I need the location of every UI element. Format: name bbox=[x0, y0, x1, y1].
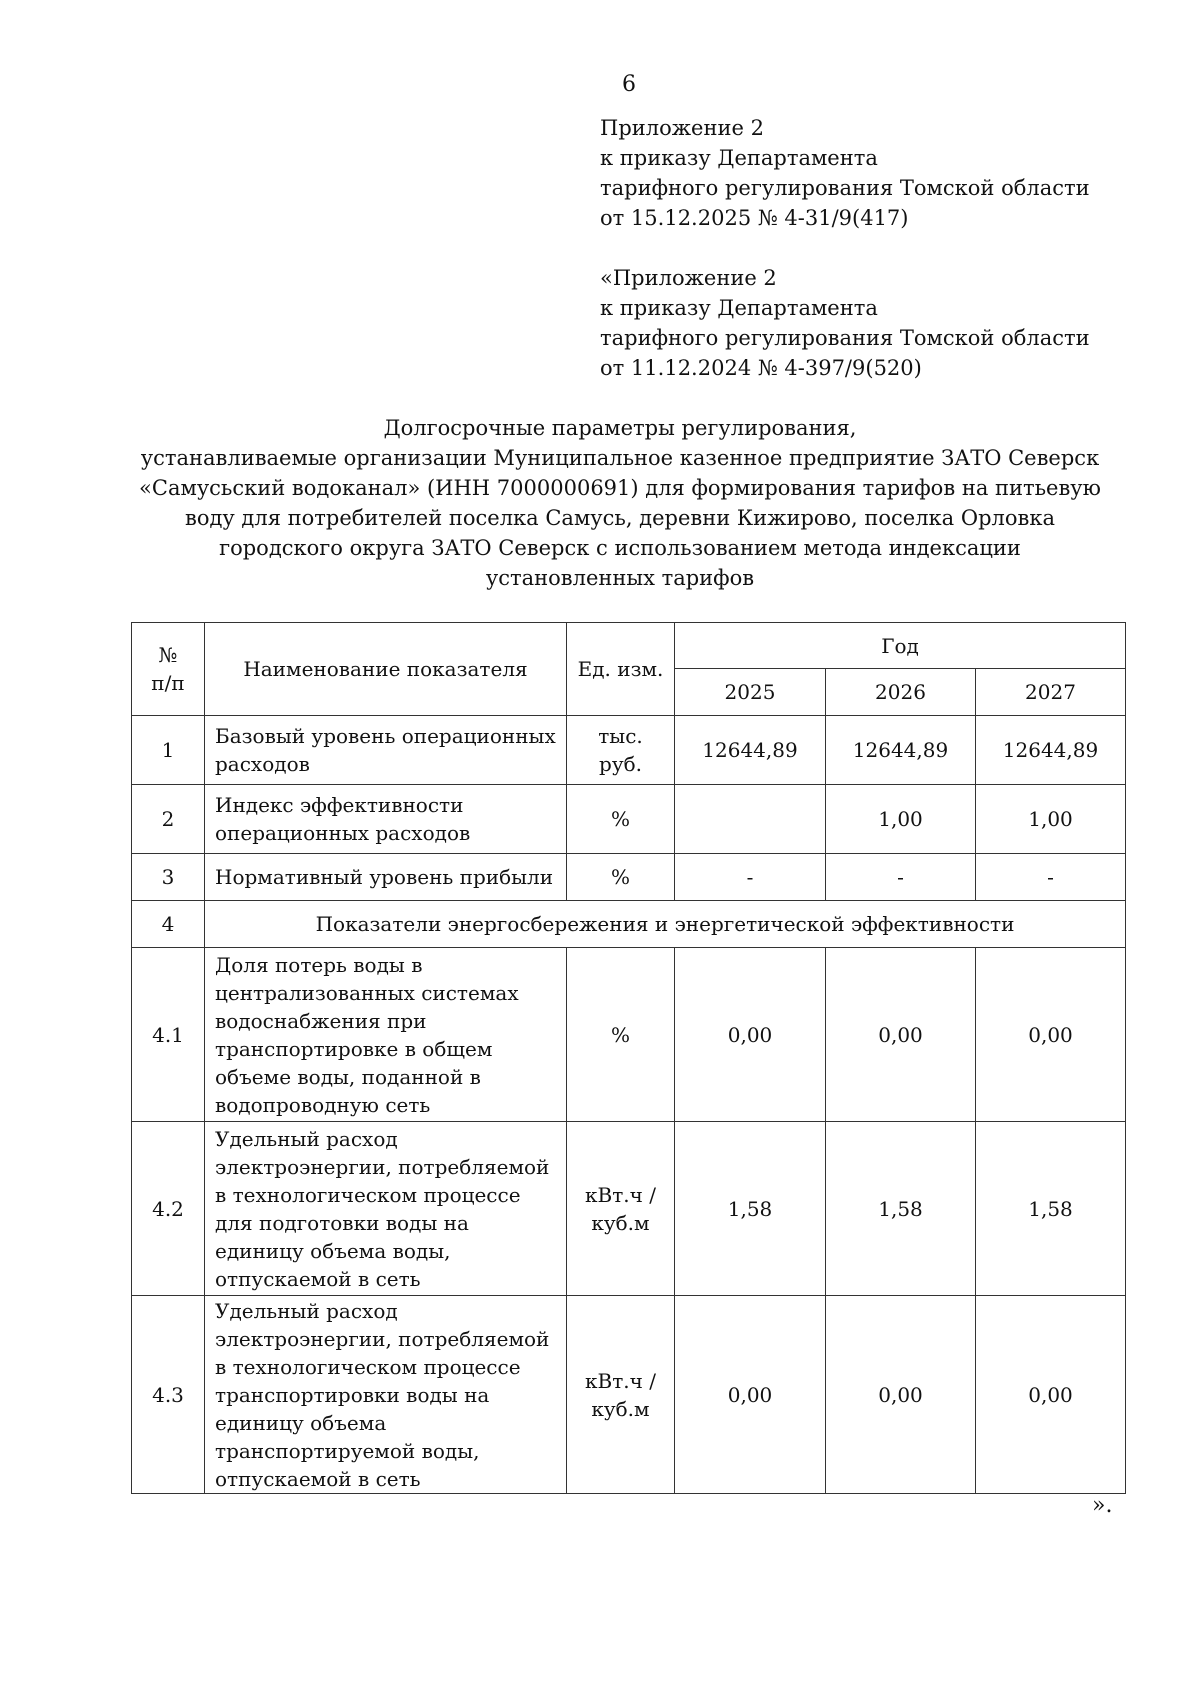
row-unit: % bbox=[567, 854, 675, 901]
row-value-2026: 1,58 bbox=[826, 1122, 976, 1296]
header-year: Год bbox=[675, 623, 1126, 669]
title-line: городского округа ЗАТО Северск с использованием метода индексации bbox=[219, 536, 1021, 560]
row-value-2025: 0,00 bbox=[675, 1296, 826, 1494]
row-num: 4.2 bbox=[132, 1122, 205, 1296]
row-num: 4.1 bbox=[132, 948, 205, 1122]
row-value-2026: 12644,89 bbox=[826, 716, 976, 785]
table-row bbox=[132, 854, 1126, 901]
row-value-2027: 0,00 bbox=[976, 1296, 1126, 1494]
table-row bbox=[132, 1296, 1126, 1494]
section-title: Показатели энергосбережения и энергетической эффективности bbox=[205, 901, 1126, 948]
table-row bbox=[132, 785, 1126, 854]
row-unit: кВт.ч / куб.м bbox=[567, 1122, 675, 1296]
row-num: 4 bbox=[132, 901, 205, 948]
table-header-row bbox=[132, 623, 1126, 669]
header-num-line1: № bbox=[158, 643, 178, 667]
title-line: установленных тарифов bbox=[485, 566, 755, 590]
table-row bbox=[132, 1122, 1126, 1296]
appendix-current-line: к приказу Департамента bbox=[600, 146, 878, 170]
row-name: Индекс эффективности операционных расходов bbox=[205, 785, 567, 854]
parameters-table bbox=[131, 622, 1126, 1494]
row-value-2027: 12644,89 bbox=[976, 716, 1126, 785]
page-number: 6 bbox=[622, 72, 636, 97]
row-value-2027: 0,00 bbox=[976, 948, 1126, 1122]
header-year-2025: 2025 bbox=[675, 669, 826, 716]
row-num: 4.3 bbox=[132, 1296, 205, 1494]
header-num-line2: п/п bbox=[151, 671, 185, 695]
row-value-2026: 1,00 bbox=[826, 785, 976, 854]
appendix-current-line: от 15.12.2025 № 4-31/9(417) bbox=[600, 206, 909, 230]
closing-quote-mark: ». bbox=[1092, 1493, 1113, 1518]
row-name: Удельный расход электроэнергии, потребляемой в технологическом процессе для подготовки воды на единицу объема воды, отпускаемой в сеть bbox=[205, 1122, 567, 1296]
appendix-previous-line: тарифного регулирования Томской области bbox=[600, 326, 1090, 350]
row-value-2026: - bbox=[826, 854, 976, 901]
row-value-2025: - bbox=[675, 854, 826, 901]
table-row bbox=[132, 948, 1126, 1122]
row-value-2025: 0,00 bbox=[675, 948, 826, 1122]
header-unit: Ед. изм. bbox=[567, 623, 675, 716]
row-value-2027: 1,00 bbox=[976, 785, 1126, 854]
row-value-2026: 0,00 bbox=[826, 948, 976, 1122]
row-value-2026: 0,00 bbox=[826, 1296, 976, 1494]
header-year-2026: 2026 bbox=[826, 669, 976, 716]
row-value-2025: 1,58 bbox=[675, 1122, 826, 1296]
row-unit: тыс. руб. bbox=[567, 716, 675, 785]
row-name: Нормативный уровень прибыли bbox=[205, 854, 567, 901]
row-unit: кВт.ч / куб.м bbox=[567, 1296, 675, 1494]
row-value-2027: - bbox=[976, 854, 1126, 901]
appendix-current-line: Приложение 2 bbox=[600, 116, 764, 140]
appendix-current-block bbox=[600, 113, 1090, 233]
title-line: «Самусьский водоканал» (ИНН 7000000691) для формирования тарифов на питьевую bbox=[139, 476, 1101, 500]
appendix-previous-block bbox=[600, 263, 1090, 383]
appendix-previous-line: от 11.12.2024 № 4-397/9(520) bbox=[600, 356, 922, 380]
table-row bbox=[132, 716, 1126, 785]
row-num: 2 bbox=[132, 785, 205, 854]
title-line: устанавливаемые организации Муниципальное казенное предприятие ЗАТО Северск bbox=[140, 446, 1100, 470]
row-value-2025: 12644,89 bbox=[675, 716, 826, 785]
appendix-previous-line: к приказу Департамента bbox=[600, 296, 878, 320]
header-year-2027: 2027 bbox=[976, 669, 1126, 716]
table-section-row bbox=[132, 901, 1126, 948]
row-name: Удельный расход электроэнергии, потребляемой в технологическом процессе транспортировки воды на единицу объема транспортируемой воды, отпускаемой в сеть bbox=[205, 1296, 567, 1494]
row-name: Доля потерь воды в централизованных системах водоснабжения при транспортировке в общем объеме воды, поданной в водопроводную сеть bbox=[205, 948, 567, 1122]
row-name: Базовый уровень операционных расходов bbox=[205, 716, 567, 785]
row-unit: % bbox=[567, 948, 675, 1122]
document-title bbox=[120, 413, 1120, 593]
appendix-current-line: тарифного регулирования Томской области bbox=[600, 176, 1090, 200]
row-num: 3 bbox=[132, 854, 205, 901]
row-unit: % bbox=[567, 785, 675, 854]
row-value-2027: 1,58 bbox=[976, 1122, 1126, 1296]
row-value-2025 bbox=[675, 785, 826, 854]
header-name: Наименование показателя bbox=[205, 623, 567, 716]
appendix-previous-line: «Приложение 2 bbox=[600, 266, 777, 290]
title-line: Долгосрочные параметры регулирования, bbox=[383, 416, 857, 440]
title-line: воду для потребителей поселка Самусь, деревни Кижирово, поселка Орловка bbox=[185, 506, 1055, 530]
row-num: 1 bbox=[132, 716, 205, 785]
header-num bbox=[132, 623, 205, 716]
